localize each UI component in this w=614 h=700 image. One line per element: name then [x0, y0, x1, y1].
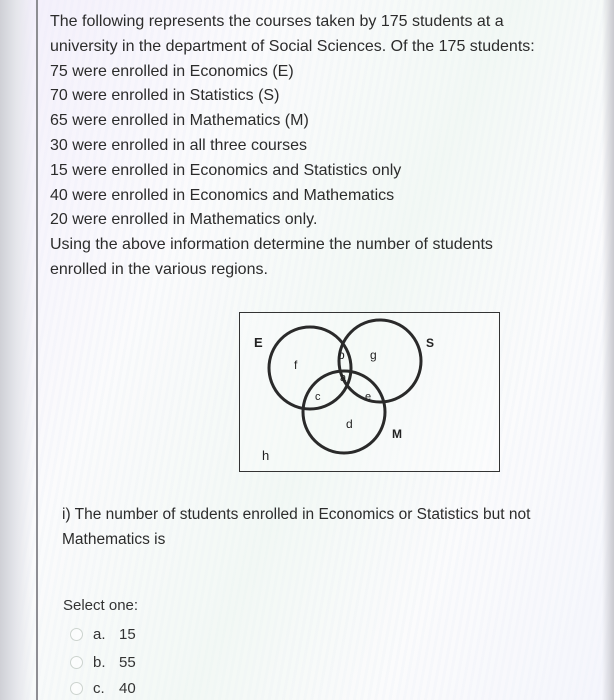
label-region-d: d: [346, 417, 353, 431]
answer-option-b[interactable]: [70, 651, 136, 673]
option-value: 15: [119, 625, 136, 643]
margin-divider: [36, 0, 38, 700]
question-line: Mathematics is: [62, 530, 166, 548]
answer-option-a[interactable]: [70, 623, 136, 645]
problem-line: 75 were enrolled in Economics (E): [50, 62, 294, 80]
option-value: 40: [119, 679, 136, 697]
question-text: [62, 503, 582, 552]
venn-diagram-svg: [240, 313, 501, 473]
problem-line: 70 were enrolled in Statistics (S): [50, 87, 280, 105]
option-value: 55: [119, 653, 136, 671]
radio-button[interactable]: [70, 656, 83, 669]
label-region-c: c: [315, 391, 321, 403]
problem-line: 15 were enrolled in Economics and Statistics only: [50, 161, 402, 179]
question-line: i) The number of students enrolled in Economics or Statistics but not: [62, 506, 531, 523]
label-region-e: e: [365, 391, 372, 403]
problem-line: university in the department of Social Sciences. Of the 175 students:: [50, 37, 535, 55]
radio-button[interactable]: [70, 628, 83, 641]
problem-line: enrolled in the various regions.: [50, 260, 268, 278]
label-region-f: f: [294, 358, 298, 372]
left-edge: [0, 0, 34, 700]
option-letter: c.: [93, 679, 105, 697]
label-set-e: E: [254, 335, 263, 350]
problem-line: 30 were enrolled in all three courses: [50, 136, 308, 154]
problem-line: 20 were enrolled in Mathematics only.: [50, 211, 318, 229]
right-edge: [602, 0, 614, 700]
label-set-s: S: [426, 336, 435, 350]
problem-line: The following represents the courses taken by 175 students at a: [50, 13, 504, 30]
answer-option-c[interactable]: [70, 677, 136, 699]
select-one-prompt: Select one:: [63, 597, 139, 614]
option-letter: a.: [93, 625, 106, 643]
option-letter: b.: [93, 653, 106, 671]
label-region-g: g: [370, 348, 377, 362]
label-region-a: a: [340, 372, 347, 384]
radio-button[interactable]: [70, 682, 83, 695]
label-set-m: M: [392, 427, 402, 441]
label-region-b: b: [338, 348, 345, 362]
problem-line: 40 were enrolled in Economics and Mathematics: [50, 186, 395, 204]
venn-diagram: [239, 312, 500, 472]
problem-line: Using the above information determine the number of students: [50, 236, 493, 254]
label-region-h: h: [262, 448, 270, 463]
problem-statement: [50, 10, 590, 283]
problem-line: 65 were enrolled in Mathematics (M): [50, 112, 309, 130]
